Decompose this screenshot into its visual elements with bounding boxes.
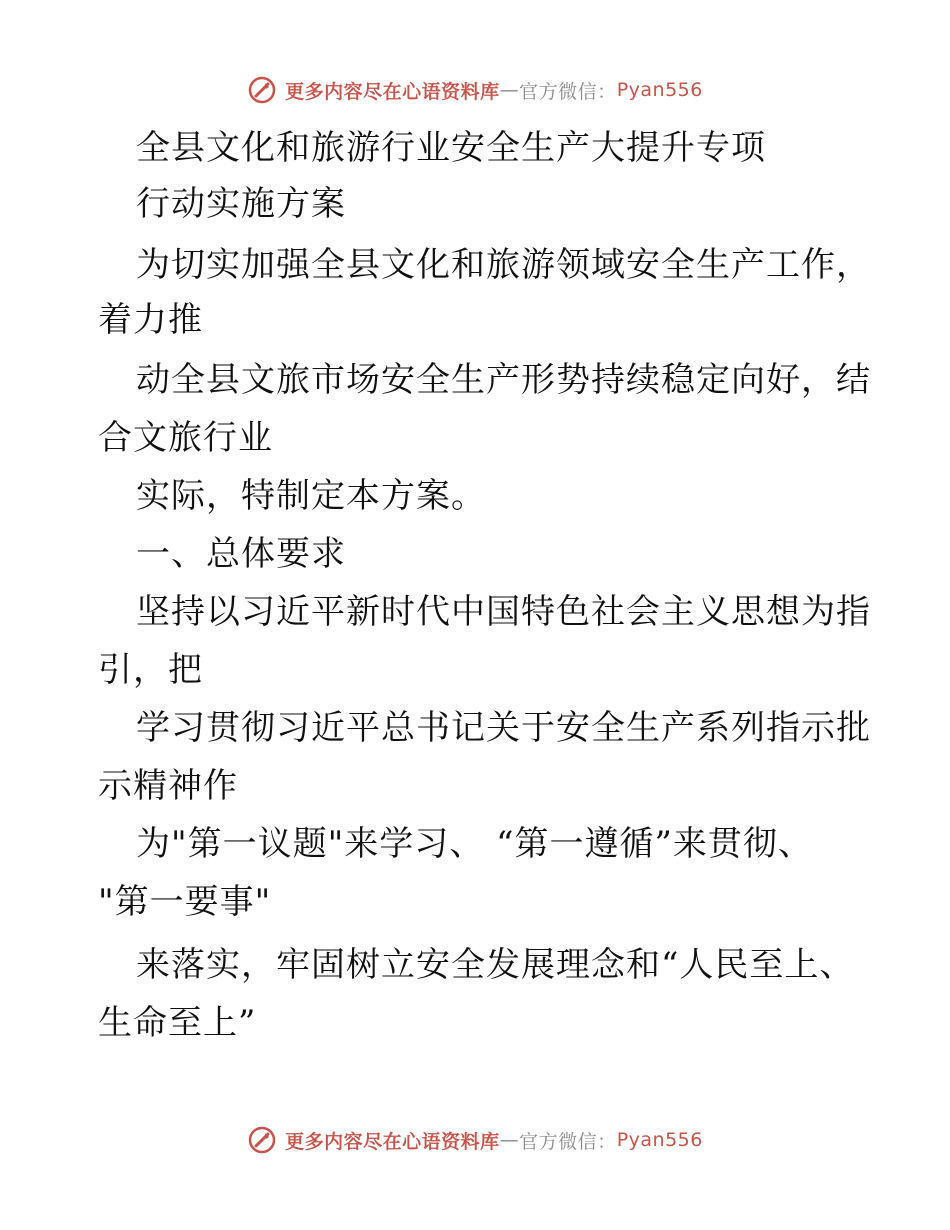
paragraph-line: 为"第一议题"来学习、 “第一遵循”来贯彻、	[136, 824, 813, 864]
banner-wechat-handle: Pyan556	[616, 1129, 703, 1151]
banner-separator: —	[499, 1129, 520, 1151]
paragraph-line: 来落实，牢固树立安全发展理念和“人民至上、	[136, 945, 855, 985]
paragraph-line: 学习贯彻习近平总书记关于安全生产系列指示批	[136, 708, 871, 748]
paragraph-line: "第一要事"	[98, 882, 272, 922]
paragraph-line: 着力推	[98, 300, 203, 340]
paragraph-line: 为切实加强全县文化和旅游领域安全生产工作，	[136, 245, 871, 285]
paragraph-line: 坚持以习近平新时代中国特色社会主义思想为指	[136, 592, 871, 632]
doc-title-line-1: 全县文化和旅游行业安全生产大提升专项	[136, 128, 766, 168]
doc-title-line-2: 行动实施方案	[136, 184, 346, 224]
footer-banner	[0, 1120, 950, 1160]
paragraph-line: 生命至上”	[98, 1003, 257, 1043]
banner-site-name: 更多内容尽在心语资料库	[285, 80, 500, 103]
banner-wechat-label: 官方微信：	[519, 1130, 617, 1153]
banner-wechat-label: 官方微信：	[519, 80, 617, 103]
banner-wechat-handle: Pyan556	[616, 79, 703, 101]
paragraph-line: 示精神作	[98, 766, 238, 806]
section-heading: 一、总体要求	[136, 534, 346, 574]
paragraph-line: 实际，特制定本方案。	[136, 476, 486, 516]
pen-logo-icon	[247, 75, 277, 105]
banner-separator: —	[499, 79, 520, 101]
pen-logo-icon	[247, 1125, 277, 1155]
paragraph-line: 合文旅行业	[98, 418, 273, 458]
paragraph-line: 引，把	[98, 650, 203, 690]
paragraph-line: 动全县文旅市场安全生产形势持续稳定向好，结	[136, 360, 871, 400]
banner-site-name: 更多内容尽在心语资料库	[285, 1130, 500, 1153]
header-banner	[0, 70, 950, 110]
